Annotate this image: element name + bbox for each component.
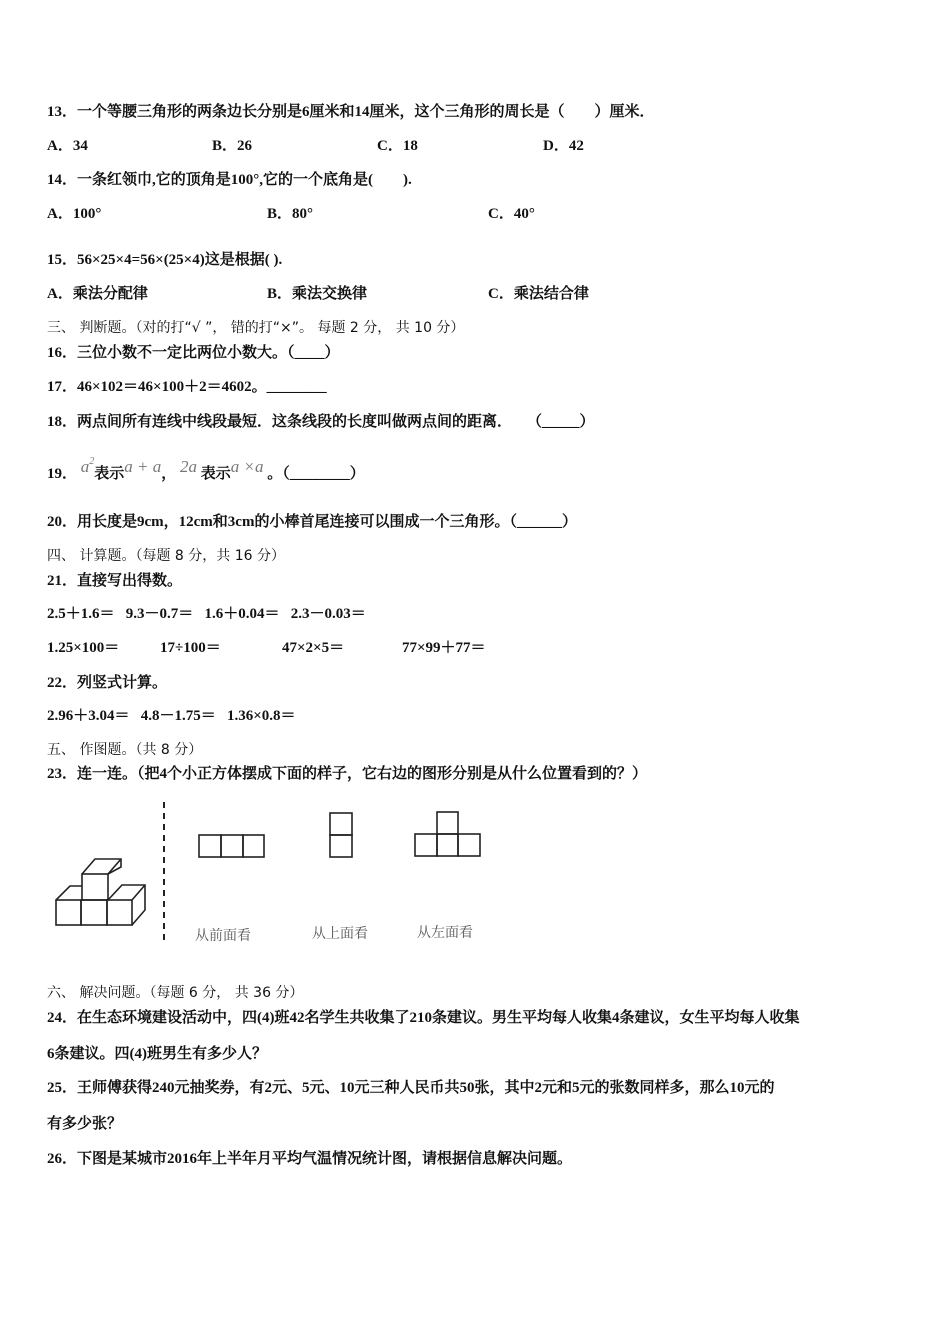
option-b: B．80° — [267, 206, 314, 222]
view-label-front: 从前面看 — [195, 928, 251, 944]
cube-stack-drawing — [56, 859, 145, 925]
option-c: C．40° — [488, 206, 535, 222]
option-b: B．乘法交换律 — [267, 286, 368, 302]
question-14-options — [47, 204, 910, 224]
formula-2a: 2a — [180, 457, 198, 476]
calc-row-2 — [47, 638, 910, 658]
cube-views-figure — [40, 787, 510, 957]
option-a: A．100° — [47, 206, 102, 222]
formula-a-squared: $a^2$ — [80, 456, 95, 476]
question-23: 23．连一连。（把4个小正方体摆成下面的样子，它右边的图形分别是从什么位置看到的？） — [47, 766, 648, 782]
vertical-calc-row: 2.96＋3.04＝ 4.8－1.75＝ 1.36×0.8＝ — [47, 708, 296, 724]
calc-row-1: 2.5＋1.6＝ 9.3－0.7＝ 1.6＋0.04＝ 2.3－0.03＝ — [47, 606, 366, 622]
calc-item: 17÷100＝ — [160, 640, 221, 656]
option-b: B．26 — [212, 138, 253, 154]
formula-a-times-a: a ×a — [230, 457, 264, 476]
calc-item: 1.25×100＝ — [47, 640, 120, 656]
question-22: 22．列竖式计算。 — [47, 675, 168, 691]
question-16: 16．三位小数不一定比两位小数大。（____） — [47, 345, 340, 361]
option-c: C．18 — [377, 138, 418, 154]
section-5-heading: 五、 作图题。（共 8 分） — [47, 742, 203, 758]
question-15: 15．56×25×4=56×(25×4)这是根据( ). — [47, 252, 283, 268]
option-c: C．乘法结合律 — [488, 286, 589, 302]
question-13-options — [47, 136, 910, 156]
formula-a-plus-a: a + a — [124, 457, 162, 476]
question-13: 13．一个等腰三角形的两条边长分别是6厘米和14厘米，这个三角形的周长是（ ）厘米． — [47, 104, 655, 120]
question-20: 20．用长度是9cm，12cm和3cm的小棒首尾连接可以围成一个三角形。（______） — [47, 514, 577, 530]
section-4-heading: 四、 计算题。（每题 8 分，共 16 分） — [47, 548, 285, 564]
word-represents: 表示 — [94, 466, 125, 482]
question-18: 18．两点间所有连线中线段最短．这条线段的长度叫做两点间的距离． （_____） — [47, 414, 595, 430]
view-shapes — [199, 812, 480, 857]
question-number: 19． — [47, 466, 78, 482]
word-represents: 表示 — [200, 466, 231, 482]
question-26: 26．下图是某城市2016年上半年月平均气温情况统计图，请根据信息解决问题。 — [47, 1151, 573, 1167]
option-d: D．42 — [543, 138, 584, 154]
option-a: A．乘法分配律 — [47, 286, 148, 302]
question-25-line-2: 有多少张？ — [47, 1116, 123, 1132]
question-25-line-1: 25．王师傅获得240元抽奖券，有2元、5元、10元三种人民币共50张，其中2元和5元的张数同样多，那么10元的 — [47, 1080, 775, 1096]
answer-blank: 。（________） — [267, 466, 365, 482]
section-3-heading: 三、 判断题。（对的打“√ ”， 错的打“×”。 每题 2 分， 共 10 分） — [47, 320, 465, 336]
question-24-line-1: 24．在生态环境建设活动中，四(4)班42名学生共收集了210条建议。男生平均每人收集4条建议，女生平均每人收集 — [47, 1010, 800, 1026]
section-6-heading: 六、 解决问题。（每题 6 分， 共 36 分） — [47, 985, 304, 1001]
calc-item: 47×2×5＝ — [282, 640, 345, 656]
calc-item: 77×99＋77＝ — [402, 640, 486, 656]
question-14: 14．一条红领巾,它的顶角是100°,它的一个底角是( ). — [47, 172, 412, 188]
question-21: 21．直接写出得数。 — [47, 573, 183, 589]
view-label-left: 从左面看 — [417, 925, 473, 941]
option-a: A．34 — [47, 138, 88, 154]
question-17: 17．46×102＝46×100＋2＝4602。________ — [47, 379, 327, 395]
view-label-top: 从上面看 — [312, 926, 368, 942]
question-15-options — [47, 284, 910, 304]
question-19 — [47, 452, 910, 489]
comma: ， — [161, 466, 177, 482]
question-24-line-2: 6条建议。四(4)班男生有多少人？ — [47, 1046, 267, 1062]
